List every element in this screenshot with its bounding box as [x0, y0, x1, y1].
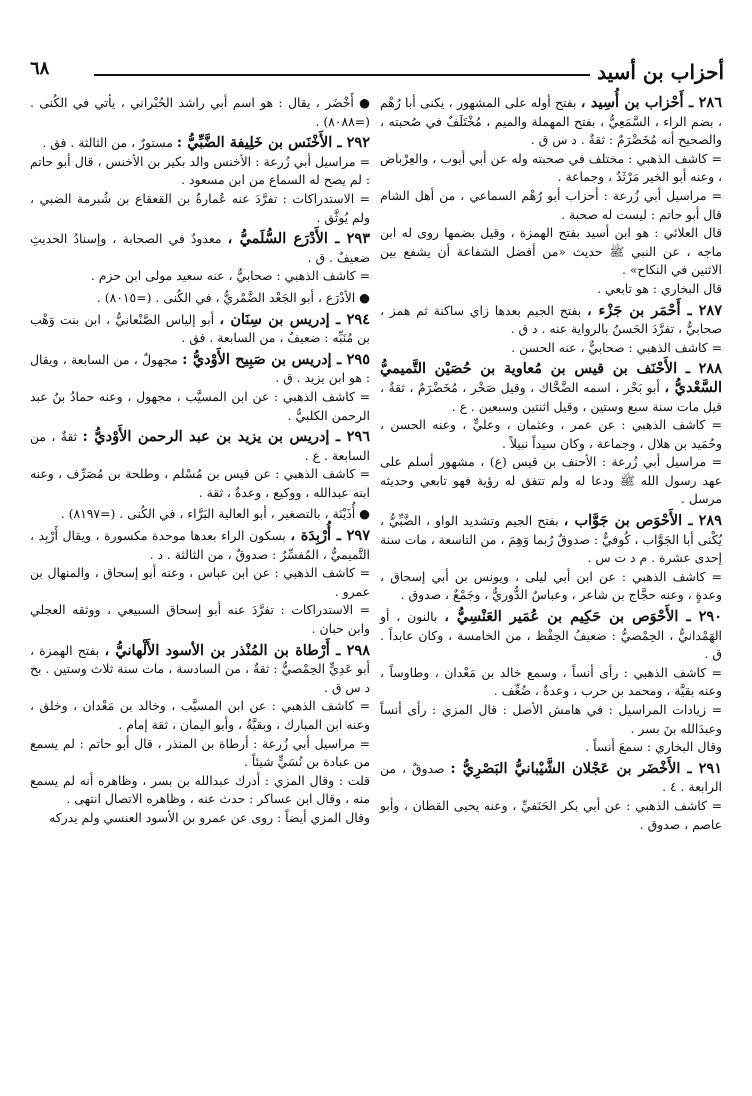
left-column [30, 94, 370, 831]
entry-note: وقال البخاري : سمعَ أنساً . [585, 739, 722, 755]
cross-reference-entry: ● أُذَيْنَة ، بالتصغير ، أبو العالية البَرَّاء ، في الكُنى . (=٨١٩٧) . [60, 506, 370, 522]
entry-heading: ٢٩٢ ـ الأَخْنَس بن خَلِيفة الضَّبِّيُّ : [176, 134, 370, 152]
entry-note: = كاشف الذهبي : عن ابن المسيَّب ، مجهول ، وعنه حمادُ بنُ عبد الرحمن الكلبيُّ . [30, 388, 370, 423]
biography-entry [30, 134, 370, 227]
biography-entry [30, 428, 370, 502]
entry-note: = كاشف الذهبي : عن أبي بكر الحَنَفيِّ ، وعنه يحيى القطان ، وأبو عاصم ، صدوق . [380, 797, 722, 832]
entry-note: = كاشف الذهبي : عن قيس بن مُسْلم ، وطلحة بن مُصَرِّف ، وعنه ابنه عبدالله ، ووكيع ، وعدةٌ ، ثقة . [30, 466, 370, 500]
entry-note: = كاشف الذهبي : مختلف في صحبته وله عن أبي أيوب ، والعِرْباض ، وعنه أبو الخير مَرْثَدٌ ، وجماعة . [380, 150, 722, 185]
biography-entry [380, 360, 722, 509]
biography-entry [30, 311, 370, 348]
entry-text: صدوقٌ ، من الرابعة . ٤ . [380, 760, 722, 795]
cross-reference-entry: ● الأدْرَع ، أبو الجَعْد الضَّمْريُّ ، في الكُنى . (=٨٠١٥) . [96, 289, 370, 305]
biography-entry [380, 94, 722, 299]
entry-note: = مراسيل أبي زُرعة : أحزاب أبو رُهْم السماعي ، من أهل الشام قال أبو حاتم : ليست له صحبة . [380, 187, 722, 222]
running-title: أحزاب بن أسيد [597, 60, 724, 84]
entry-heading: ٢٩٣ ـ الأَدْرَع السُّلَميُّ ، [227, 230, 370, 248]
entry-text: معدودٌ في الصحابة ، وإسنادُ الحديثِ ضعيفٌ . ق . [30, 231, 370, 265]
entry-heading: ٢٩٧ ـ أُرْبِدَة ، [290, 527, 370, 545]
entry-note: = كاشف الذهبي : رأى أنساً ، وسمع خالد بن مَعْدان ، وطاوساً ، وعنه بقيَّة ، ومحمد بن حرب ، وعدةٌ ، ضُعِّف . [380, 664, 722, 699]
entry-note: = كاشف الذهبي : عن عمر ، وعثمان ، وعليٍّ ، وعنه الحسن ، وحُمَيد بن هلال ، وجماعة ، وكان سيداً نبيلاً . [380, 417, 722, 451]
entry-note: = الاستدراكات : تفرَّدَ عنه عُمارةُ بن القعقاع بن شُبرمة الضبي ، ولم يُوثَّق . [30, 190, 370, 225]
biography-entry [380, 512, 722, 605]
entry-heading: ٢٩٦ ـ إدريس بن يزيد بن عبد الرحمن الأَوْديُّ : [82, 428, 370, 446]
biography-entry [30, 351, 370, 425]
entry-note: = كاشف الذهبي : عن ابن عباس ، وعنه أبو إسحاق ، والمنهال بن عمرو . [30, 565, 370, 599]
entry-text: ثقةٌ ، من السابعة . ع . [30, 429, 370, 463]
entry-note: = كاشف الذهبي : عن ابن أبي ليلى ، ويونس بن أبي إسحاق ، وعدةٍ ، وعنه حجَّاج بن شاعر ، وعباسٌ الدُّوريُّ ، وجَمْعٌ ، صدوق . [380, 568, 722, 603]
entry-note: = زيادات المراسيل : في هامش الأصل : قال المزي : رأى أنساً وعبدَالله بنَ بسر . [380, 702, 722, 736]
biography-entry [30, 642, 370, 828]
entry-note: قال البخاري : هو تابعي . [597, 280, 722, 296]
entry-heading: ٢٨٦ ـ أَحْزاب بن أُسِيد ، [580, 94, 723, 111]
entry-note: وقال المزي أيضاً : روى عن عمرو بن الأسود العنسي ولم يدركه [49, 809, 370, 825]
cross-reference-entry: ● أَخْضَر ، يقال : هو اسم أبي راشد الحُبْراني ، يأتي في الكُنى . (=٨٠٨٨) . [30, 95, 370, 129]
entry-heading: ٢٩٨ ـ أَرْطاة بن المُنْذر بن الأسود الأَلْهانيُّ ، [104, 641, 370, 659]
biography-entry [380, 302, 722, 358]
header-rule [94, 74, 590, 76]
right-column [380, 94, 722, 837]
entry-note: = كاشف الذهبي : صحابيٌّ ، عنه سعيد مولى ابن حزم . [90, 268, 370, 284]
entry-text: بالنون ، أو الهَمْدانيُّ ، الحِمْصيُّ : ضعيفُ الحِفْظ ، من الخامسة ، وكان عابداً . ق . [380, 609, 722, 662]
biography-entry [30, 527, 370, 639]
entry-text: مجهولٌ ، من السابعة ، ويقال : هو ابن يزيد . ق . [30, 351, 370, 386]
entry-heading: ٢٩٠ ـ الأَحْوَص بن حَكِيم بن عُمَير العَنْسِيُّ ، [444, 608, 722, 626]
entry-heading: ٢٨٨ ـ الأَحْنَف بن قيس بن مُعاوية بن حُصَيْن التَّميميُّ السَّعْديُّ ، [380, 360, 722, 396]
entry-heading: ٢٩١ ـ الأَخْضَر بن عَجْلان الشَّيْبانيُّ البَصْرِيُّ : [450, 759, 722, 777]
entry-note: = كاشف الذهبي : عن ابن المسيَّب ، وخالد بن مَعْدان ، وخلق ، وعنه ابن المبارك ، وبقيَّةُ ، وأبو اليمان ، ثقة إمام . [30, 698, 370, 732]
page-number: ٦٨ [30, 58, 50, 79]
entry-text: بفتح الجيم بعدها زاي ساكنة ثم همز ، صحابيٌّ ، تفرَّدَ الحَسنُ بالرواية عنه . د ق . [380, 302, 722, 337]
entry-heading: ٢٨٧ ـ أَحْمَر بن جَزْء ، [586, 301, 722, 319]
entry-note: = كاشف الذهبي : صحابيٌّ ، عنه الحسن . [511, 339, 722, 355]
entry-heading: ٢٩٥ ـ إدريس بن صَبِيح الأَوْديُّ : [182, 350, 370, 368]
entry-note: قال العلائي : هو ابن أسيد بفتح الهمزة ، وقيل بضمها روى له ابن ماجه ، عن النبي ﷺ حديث «من أفضل الشفاعة أن يشفع بين الاثنين في النكاح» . [380, 225, 722, 278]
entry-text: بفتح الهمزة ، أبو عَدِيٍّ الحِمْصيُّ : ثقةٌ ، من السادسة ، مات سنة ثلاث وستين . بخ د س ق . [30, 642, 370, 695]
biography-entry [380, 760, 722, 834]
entry-note: = مراسيل أبي زُرعة : الأحنف بن قيس (ع) ، مشهور أسلم على عهد رسول الله ﷺ ودعا له ولم تتفق له رؤية فهو تابعي وحديثه مرسل . [380, 454, 722, 507]
entry-text: مستورٌ ، من الثالثة . فق . [42, 135, 177, 151]
entry-note: = الاستدراكات : تفرَّدَ عنه أبو إسحاق السبيعي ، ووثقه العجلي وابن حبان . [30, 602, 370, 637]
page-header [30, 56, 724, 92]
biography-entry [30, 230, 370, 286]
entry-note: قلت : وقال المزي : أدرك عبدالله بن بسر ، وظاهره أنه لم يسمع منه ، وقال ابن عساكر : حدث عنه ، وظاهره الاتصال انتهى . [30, 772, 370, 807]
entry-text: أبو بَحْر ، اسمه الضَّحَّاك ، وقيل صَخْر ، مُخَضْرَمٌ ، ثقةٌ ، قيل مات سنة سبع وستين ، وقيل اثنتين وسبعين . ع . [380, 379, 722, 414]
entry-text: بفتح أوله على المشهور ، يكنى أبا رُهْم ، بضم الراء ، السَّمَعِيُّ ، بفتح المهملة والميم ، مُخْتَلَفٌ في صُحبته ، والصحيح أنه مُخَضْرَمٌ : ثقةٌ . د س ق . [380, 95, 722, 148]
entry-heading: ٢٩٤ ـ إدريس بن سِنَان ، [219, 310, 371, 328]
entry-note: = مراسيل أبي زُرعة : أرطاة بن المنذر ، قال أبو حاتم : لم يسمع من عبادة بن نُسَيٍّ شيئاً . [30, 735, 370, 770]
entry-note: = مراسيل أبي زُرعة : الأخنس والد بكير بن الأخنس ، قال أبو حاتم : لم يصح له السماع من ابن مسعود . [30, 153, 370, 188]
entry-text: بسكون الراء بعدها موحدة مكسورة ، ويقال أَرْبِد ، التَّميميُّ ، المُفسِّرُ : صدوقٌ ، من الثالثة . د . [30, 528, 370, 562]
entry-heading: ٢٨٩ ـ الأَحْوَص بن جَوَّاب ، [563, 512, 722, 530]
entry-text: بفتح الجيم وتشديد الواو ، الضَّبِّيُّ ، يُكْنى أبا الجَوَّاب ، كُوفيٌّ : صدوقٌ رُبما وَهِمَ ، من التاسعة ، مات سنة إحدى عشرة . م د ت س . [379, 513, 722, 566]
entry-text: أبو إلياس الصَّنْعانيُّ ، ابن بنت وَهْب بن مُنَبِّه : ضعيفٌ ، من السابعة . فق . [30, 311, 370, 346]
biography-entry [380, 608, 722, 757]
